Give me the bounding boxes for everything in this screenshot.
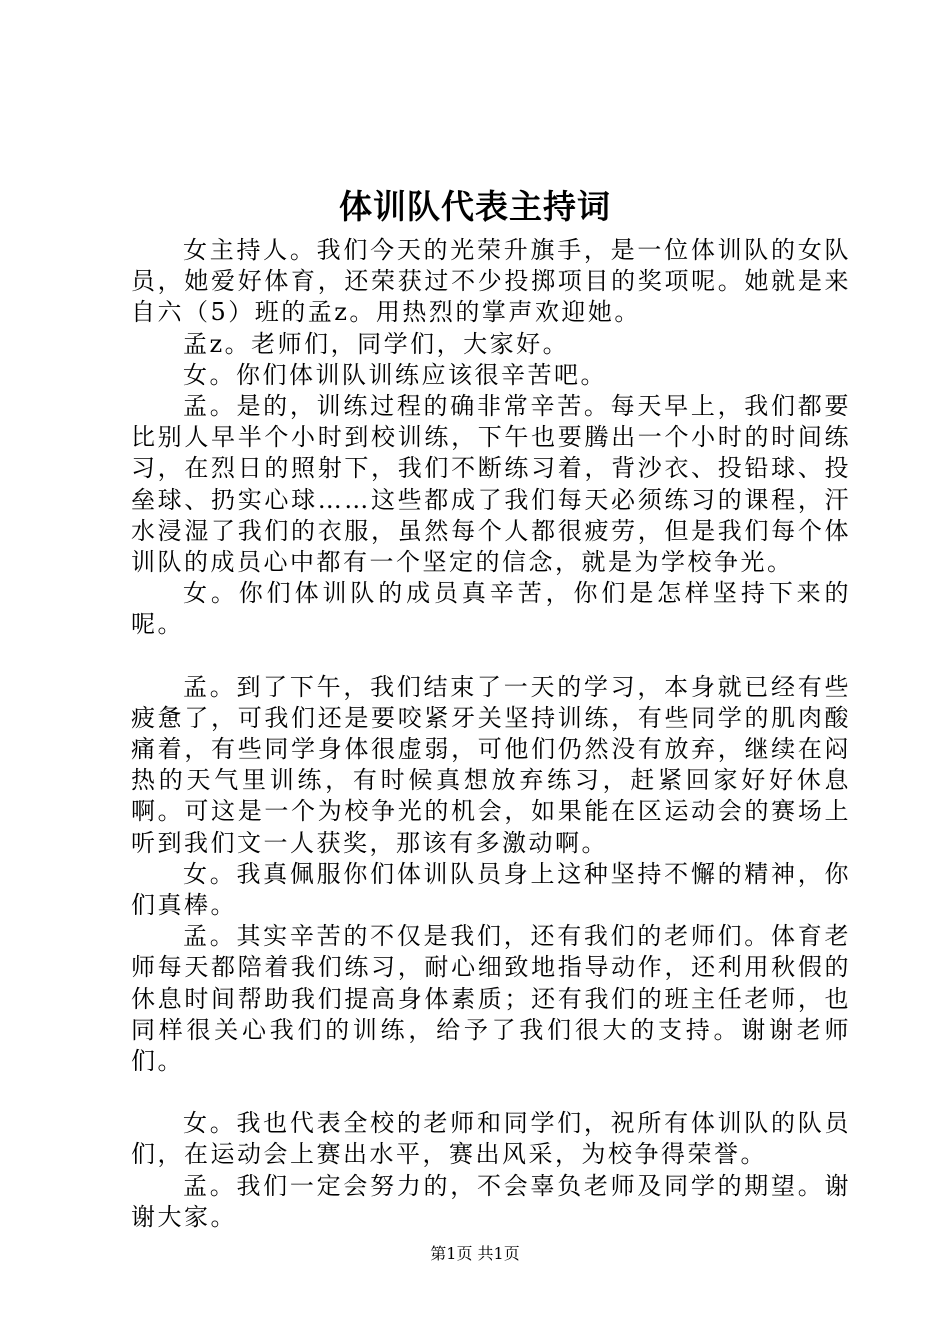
paragraph-6: 孟。到了下午，我们结束了一天的学习，本身就已经有些疲惫了，可我们还是要咬紧牙关坚持训练，有些同学的肌肉酸痛着，有些同学身体很虚弱，可他们仍然没有放弃，继续在闷热的天气里训练，有时候真想放弃练习，赶紧回家好好休息啊。可这是一个为校争光的机会，如果能在区运动会的赛场上听到我们文一人获奖，那该有多激动啊。 <box>131 672 851 857</box>
document-body <box>131 235 851 1233</box>
paragraph-2: 孟z。老师们，同学们，大家好。 <box>183 329 570 358</box>
paragraph-1: 女主持人。我们今天的光荣升旗手，是一位体训队的女队员，她爱好体育，还荣获过不少投掷项目的奖项呢。她就是来自六（5）班的孟z。用热烈的掌声欢迎她。 <box>131 236 851 327</box>
paragraph-8: 孟。其实辛苦的不仅是我们，还有我们的老师们。体育老师每天都陪着我们练习，耐心细致地指导动作，还利用秋假的休息时间帮助我们提高身体素质；还有我们的班主任老师，也同样很关心我们的训练，给予了我们很大的支持。谢谢老师们。 <box>131 922 851 1076</box>
document-title: 体训队代表主持词 <box>339 187 611 226</box>
paragraph-5: 女。你们体训队的成员真辛苦，你们是怎样坚持下来的呢。 <box>131 579 851 639</box>
paragraph-9: 女。我也代表全校的老师和同学们，祝所有体训队的队员们，在运动会上赛出水平，赛出风采，为校争得荣誉。 <box>131 1109 851 1169</box>
paragraph-3: 女。你们体训队训练应该很辛苦吧。 <box>183 360 607 389</box>
paragraph-4: 孟。是的，训练过程的确非常辛苦。每天早上，我们都要比别人早半个小时到校训练，下午也要腾出一个小时的时间练习，在烈日的照射下，我们不断练习着，背沙衣、投铅球、投垒球、扔实心球……这些都成了我们每天必须练习的课程，汗水浸湿了我们的衣服，虽然每个人都很疲劳，但是我们每个体训队的成员心中都有一个坚定的信念，就是为学校争光。 <box>131 392 851 577</box>
paragraph-spacer <box>131 1077 851 1108</box>
paragraph-10: 孟。我们一定会努力的，不会辜负老师及同学的期望。谢谢大家。 <box>131 1171 851 1231</box>
paragraph-7: 女。我真佩服你们体训队员身上这种坚持不懈的精神，你们真棒。 <box>131 859 851 920</box>
paragraph-spacer <box>131 641 851 672</box>
page-footer: 第1页 共1页 <box>430 1244 520 1263</box>
